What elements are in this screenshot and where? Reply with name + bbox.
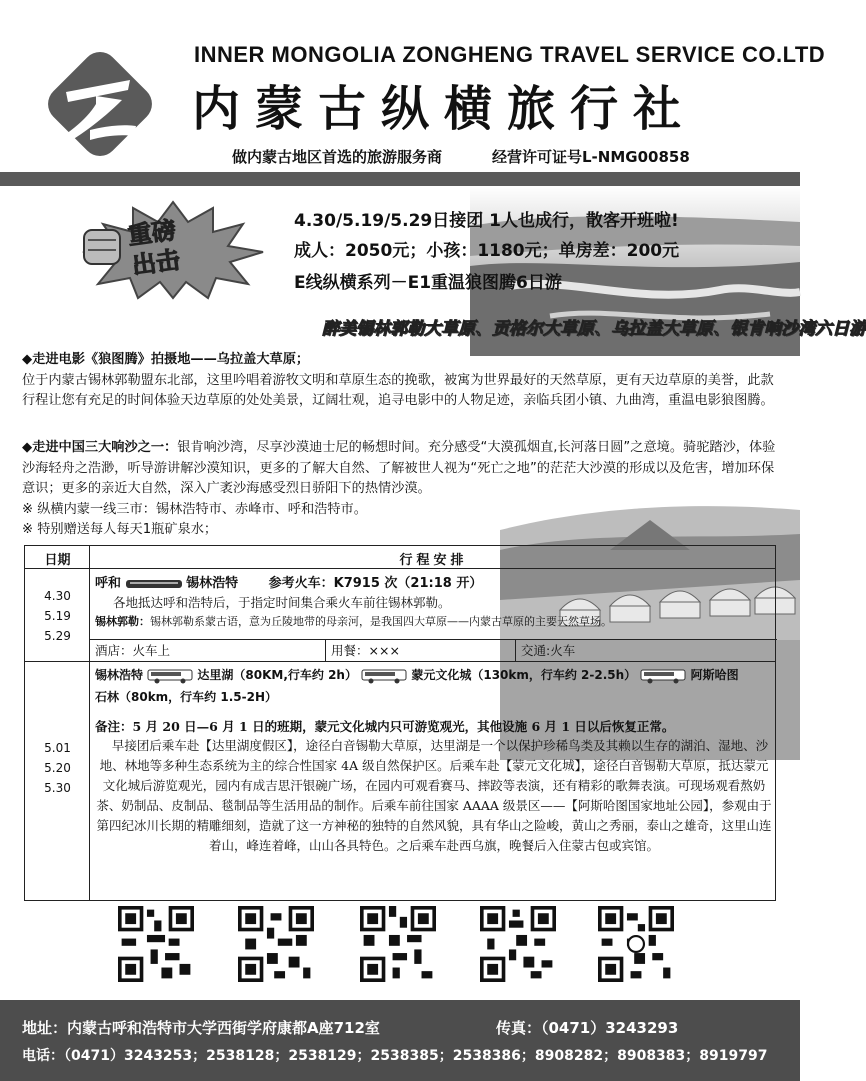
day2-stop1: 锡林浩特: [95, 668, 144, 682]
tour-series: E线纵横系列－E1重温狼图腾6日游: [294, 273, 562, 293]
day1-plan: [95, 574, 771, 631]
burst-label: [126, 215, 182, 281]
license-number: 经营许可证号L-NMG00858: [492, 148, 690, 166]
burst-line1: 重磅: [126, 215, 178, 251]
footer: [0, 1000, 800, 1081]
intro-wolf-totem: [22, 350, 784, 412]
price-line: 成人：2050元；小孩：1180元；单房差：200元: [294, 241, 680, 261]
day2-date: 5.30: [44, 781, 71, 795]
intro-sand-dunes: [22, 438, 784, 500]
col-divider: [325, 639, 326, 661]
day1-date: 5.19: [44, 609, 71, 623]
day1-date: 5.29: [44, 629, 71, 643]
day1-note-text: 锡林郭勒系蒙古语，意为丘陵地带的母亲河，是我国四大草原——内蒙古草原的主要天然草场。: [150, 615, 612, 628]
note-three-cities: ※ 纵横内蒙一线三市：锡林浩特市、赤峰市、呼和浩特市。: [22, 502, 367, 517]
footer-phone: 电话：（0471）3243253；2538128；2538129；2538385；2538386；8908282；8908383；8919797: [22, 1048, 768, 1064]
day2-stop2: 达里湖（80KM,行车约 2h）: [197, 668, 357, 682]
day2-plan: [95, 666, 773, 856]
intro-section: [0, 350, 800, 548]
header-plan: 行程安排: [399, 553, 468, 568]
slogan: 做内蒙古地区首选的旅游服务商: [232, 148, 443, 166]
qr-code-image[interactable]: [360, 906, 436, 982]
footer-address: 地址：内蒙古呼和浩特市大学西街学府康都A座712室: [22, 1019, 380, 1037]
day1-dates: [25, 586, 90, 646]
day1-train: 参考火车：K7915 次（21:18 开）: [268, 576, 483, 591]
day1-hotel: 酒店：火车上: [95, 643, 171, 658]
bus-icon: [361, 668, 407, 684]
bus-icon: [640, 668, 686, 684]
intro-wolf-totem-body: 位于内蒙古锡林郭勒盟东北部，这里吟唱着游牧文明和草原生态的挽歌，被寓为世界最好的天然草原，更有天边草原的美誉，此款行程让您有充足的时间体验天边草原的处处美景，辽阔壮观，追寻电影中的人物足迹，亲临兵团小镇、九曲湾，重温电影狼图腾。: [22, 372, 774, 408]
intro-sand-dunes-title: ◆走进中国三大响沙之一：: [22, 440, 178, 455]
day2-remark: 备注：5 月 20 日—6 月 1 日的班期，蒙元文化城内只可游览观光，其他设施 6 月 1 日以后恢复正常。: [95, 719, 675, 734]
tour-headline: 醉美锡林郭勒大草原、贡格尔大草原、乌拉盖大草原、银肯响沙湾六日游: [322, 319, 866, 339]
bus-icon: [147, 668, 193, 684]
qr-code-image[interactable]: [238, 906, 314, 982]
qr-code-image[interactable]: [480, 906, 556, 982]
day2-dates: [25, 738, 90, 798]
day2-date: 5.01: [44, 741, 71, 755]
itinerary-table: [24, 545, 776, 901]
day2-stop4-cont: 石林（80km，行车约 1.5-2H）: [95, 690, 277, 704]
day1-note: [95, 612, 771, 631]
day2-date: 5.20: [44, 761, 71, 775]
day1-desc: 各地抵达呼和浩特后，于指定时间集合乘火车前往锡林郭勒。: [113, 595, 451, 610]
company-name-cn: 内蒙古纵横旅行社: [192, 81, 697, 137]
footer-fax: 传真：（0471）3243293: [496, 1019, 679, 1037]
burst-line2: 出击: [130, 245, 182, 281]
qr-code-image[interactable]: [598, 906, 674, 982]
day1-from: 呼和: [95, 576, 122, 591]
day1-date: 4.30: [44, 589, 71, 603]
header-divider: [0, 172, 800, 186]
day2-stop4: 阿斯哈图: [690, 668, 739, 682]
intro-sand-dunes-body: 银肯响沙湾，尽享沙漠迪士尼的畅想时间。充分感受“大漠孤烟直,长河落日圆”之意境。骑驼踏沙，体验沙海轻舟之浩渺，听导游讲解沙漠知识，更多的了解大自然、了解被世人视为“死亡之地”的茫茫大沙漠的形成以及危害，增加环保意识；更多的亲近大自然，深入广袤沙海感受烈日骄阳下的热情沙漠。: [22, 440, 776, 496]
header: [0, 0, 826, 172]
day2-stop3: 蒙元文化城（130km，行车约 2-2.5h）: [411, 668, 637, 682]
day2-desc: 早接团后乘车赴【达里湖度假区】，途径白音锡勒大草原，达里湖是一个以保护珍稀鸟类及其赖以生存的湖泊、湿地、沙地、林地等多种生态系统为主的综合性国家 4A 级自然保护区。后乘车赴【蒙元文化城】，途径白音锡勒大草原，抵达蒙元文化城后游览观光，园内有成吉思汗银碗广场，在园内可观看赛马、摔跤等表演，还有精彩的歌舞表演。可现场观看熬奶茶、奶制品、皮制品、毯制品等生活用品的制作。后乘车前往国家 AAAA 级景区——【阿斯哈图国家地址公园】，参观由于第四纪冰川长期的精雕细刻，造就了这一方神秘的独特的自然风貌，具有华山之险峻，黄山之秀丽，泰山之雄奇，这里山连着山，峰连着峰，山山各具特色。之后乘车赴西乌旗，晚餐后入住蒙古包或宾馆。: [96, 738, 772, 853]
col-divider: [515, 639, 516, 661]
qr-code-row: [24, 900, 776, 1000]
day1-meals: 用餐：×××: [331, 643, 400, 658]
day1-transport: 交通:火车: [521, 643, 576, 658]
day1-route: [95, 574, 771, 593]
train-icon: [126, 577, 182, 591]
company-logo: [36, 40, 164, 168]
row-divider: [90, 639, 777, 640]
row-divider: [25, 568, 775, 569]
company-name-en: INNER MONGOLIA ZONGHENG TRAVEL SERVICE CO.LTD: [194, 42, 826, 67]
day2-route: [95, 666, 773, 685]
row-divider: [25, 661, 775, 662]
intro-wolf-totem-title: ◆走进电影《狼图腾》拍摄地——乌拉盖大草原；: [22, 352, 310, 367]
day1-to: 锡林浩特: [186, 576, 239, 591]
header-date: 日期: [44, 553, 71, 568]
note-free-water: ※ 特别赠送每人每天1瓶矿泉水；: [22, 522, 218, 537]
departure-dates: 4.30/5.19/5.29日接团 1人也成行，散客开班啦!: [294, 211, 679, 231]
qr-code-image[interactable]: [118, 906, 194, 982]
day1-note-label: 锡林郭勒：: [95, 615, 150, 628]
